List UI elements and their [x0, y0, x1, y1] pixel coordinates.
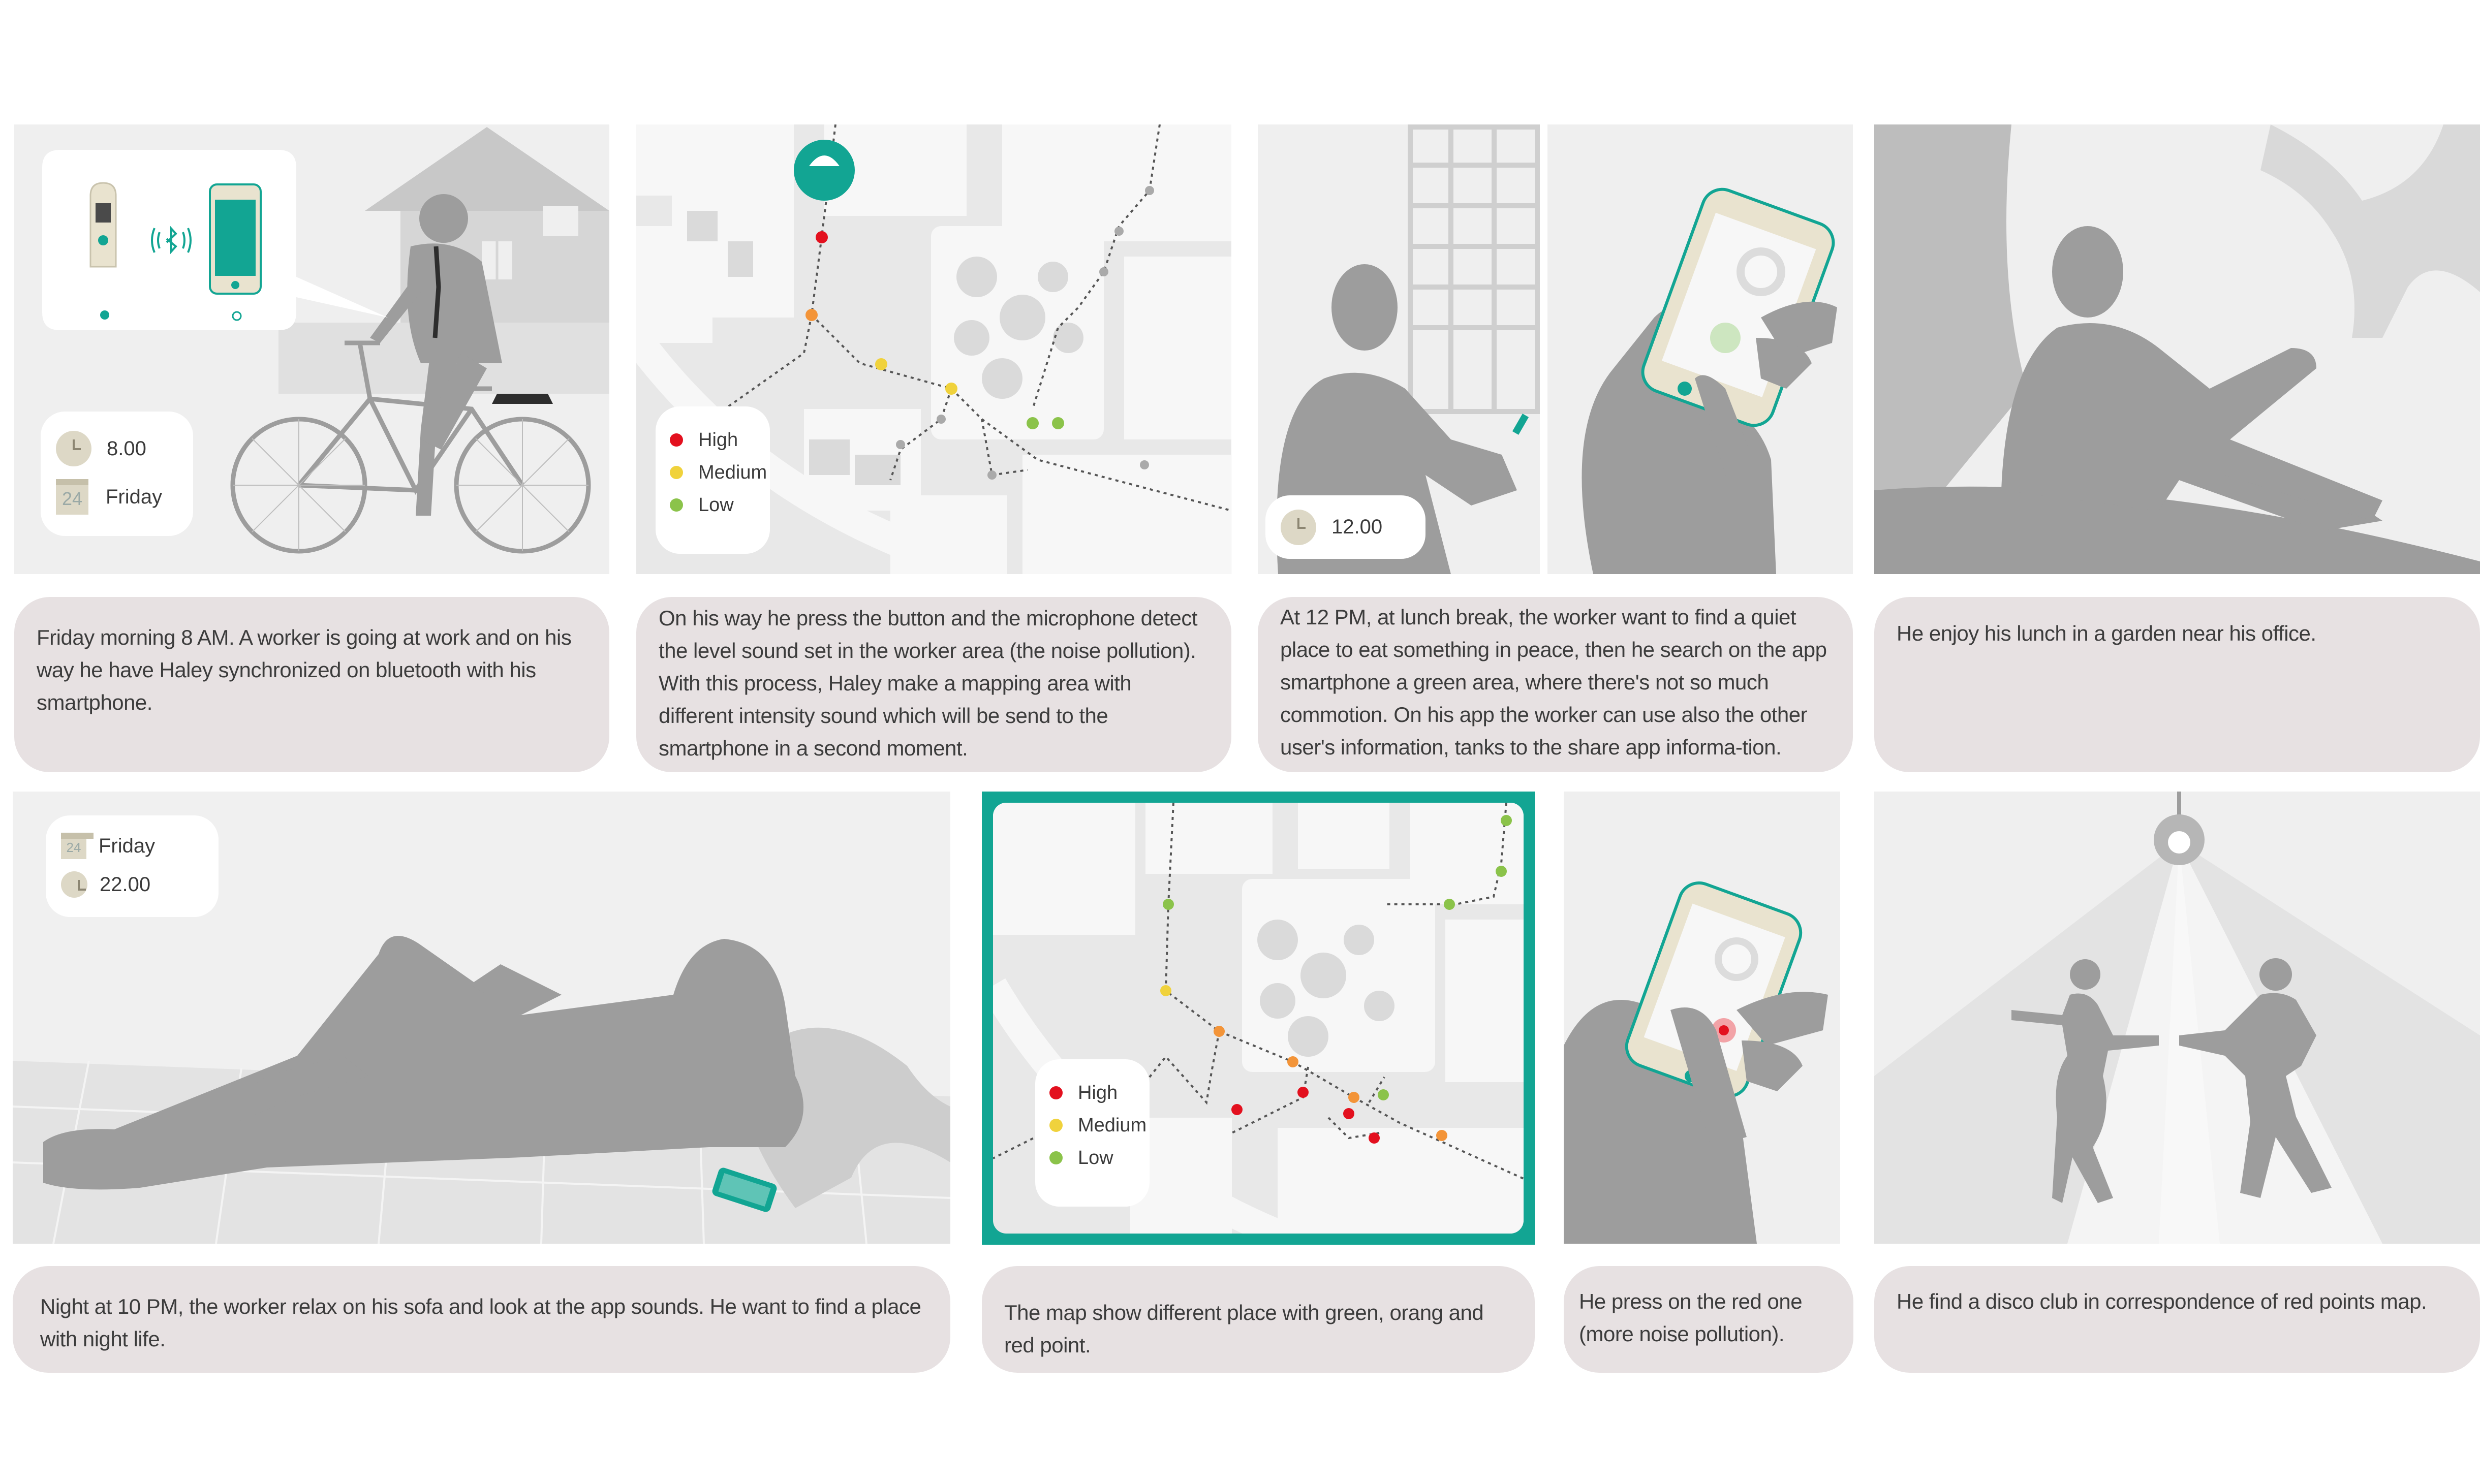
caption-4-text: He enjoy his lunch in a garden near his office. — [1897, 621, 2316, 645]
time-card — [41, 412, 193, 536]
legend-low-label: Low — [1078, 1147, 1113, 1169]
clock-icon — [56, 431, 91, 466]
legend-medium-label: Medium — [698, 461, 767, 483]
panel-lunch-search — [1258, 124, 1853, 574]
caption-8-text: He find a disco club in correspondence of red points map. — [1897, 1289, 2427, 1313]
caption-7 — [1564, 1266, 1853, 1373]
caption-8 — [1874, 1266, 2480, 1373]
legend-low-label: Low — [698, 494, 734, 516]
legend-medium-label: Medium — [1078, 1114, 1147, 1136]
calendar-icon — [56, 479, 88, 515]
medium-dot-icon — [1049, 1119, 1063, 1132]
caption-1 — [14, 597, 609, 772]
calendar-day: 24 — [61, 488, 83, 509]
caption-6 — [982, 1266, 1535, 1373]
legend-medium — [670, 456, 767, 489]
caption-3-text: At 12 PM, at lunch break, the worker want to find a quiet place to eat something in peace, then he search on the app smartphone a green area, where there's not so much commotion. On his app the worker can use also the other user's information, tanks to the share app informa-tion. — [1280, 605, 1827, 759]
panel-framed-map — [982, 792, 1535, 1245]
high-dot-icon — [1049, 1086, 1063, 1099]
legend-low — [670, 489, 756, 521]
caption-3 — [1258, 597, 1853, 772]
disco-ball-icon — [2154, 814, 2205, 865]
legend-card — [656, 406, 770, 554]
garden-illustration — [1874, 124, 2480, 574]
caption-6-text: The map show different place with green, orang and red point. — [1004, 1301, 1484, 1357]
medium-dot-icon — [670, 466, 683, 479]
framed-legend-card — [1035, 1059, 1150, 1207]
caption-4 — [1874, 597, 2480, 772]
panel-garden — [1874, 124, 2480, 574]
lunch-time-label: 12.00 — [1331, 516, 1383, 538]
legend-high-label: High — [698, 429, 738, 451]
caption-1-text: Friday morning 8 AM. A worker is going at work and on his way he have Haley synchronized on bluetooth with his smartphone. — [37, 625, 572, 714]
disco-illustration — [1874, 792, 2480, 1244]
panel-press-red — [1564, 792, 1840, 1244]
day-label: Friday — [106, 485, 163, 508]
low-dot-icon — [670, 498, 683, 512]
high-dot-icon — [670, 433, 683, 447]
legend-medium — [1049, 1109, 1147, 1142]
panel-noise-map — [636, 124, 1231, 574]
calendar-icon — [61, 833, 86, 859]
clock-icon — [1281, 510, 1316, 545]
caption-2-text: On his way he press the button and the microphone detect the level sound set in the worker area (the noise pollution). With this process, Haley make a mapping area with different intensity sound which will be send to the smartphone in a second moment. — [659, 606, 1198, 760]
time-label: 8.00 — [107, 437, 146, 460]
legend-high — [1049, 1077, 1135, 1109]
caption-7-text: He press on the red one (more noise pollution). — [1579, 1289, 1803, 1346]
night-time-label: 22.00 — [100, 873, 151, 896]
night-day-label: Friday — [99, 834, 156, 857]
panel-cyclist — [14, 124, 609, 574]
lunch-time-card — [1265, 495, 1425, 559]
legend-high-label: High — [1078, 1082, 1118, 1103]
caption-5-text: Night at 10 PM, the worker relax on his sofa and look at the app sounds. He want to find a place with night life. — [40, 1294, 921, 1351]
legend-high — [670, 424, 756, 456]
press-red-illustration — [1564, 792, 1840, 1244]
panel-disco — [1874, 792, 2480, 1244]
legend-low — [1049, 1142, 1135, 1174]
framed-map-inner — [993, 803, 1524, 1234]
caption-2 — [636, 597, 1231, 772]
night-calendar-day: 24 — [66, 840, 81, 855]
clock-icon — [61, 871, 87, 898]
panel-sofa — [13, 792, 950, 1244]
night-time-card — [46, 815, 219, 917]
caption-5 — [13, 1266, 950, 1373]
low-dot-icon — [1049, 1151, 1063, 1164]
